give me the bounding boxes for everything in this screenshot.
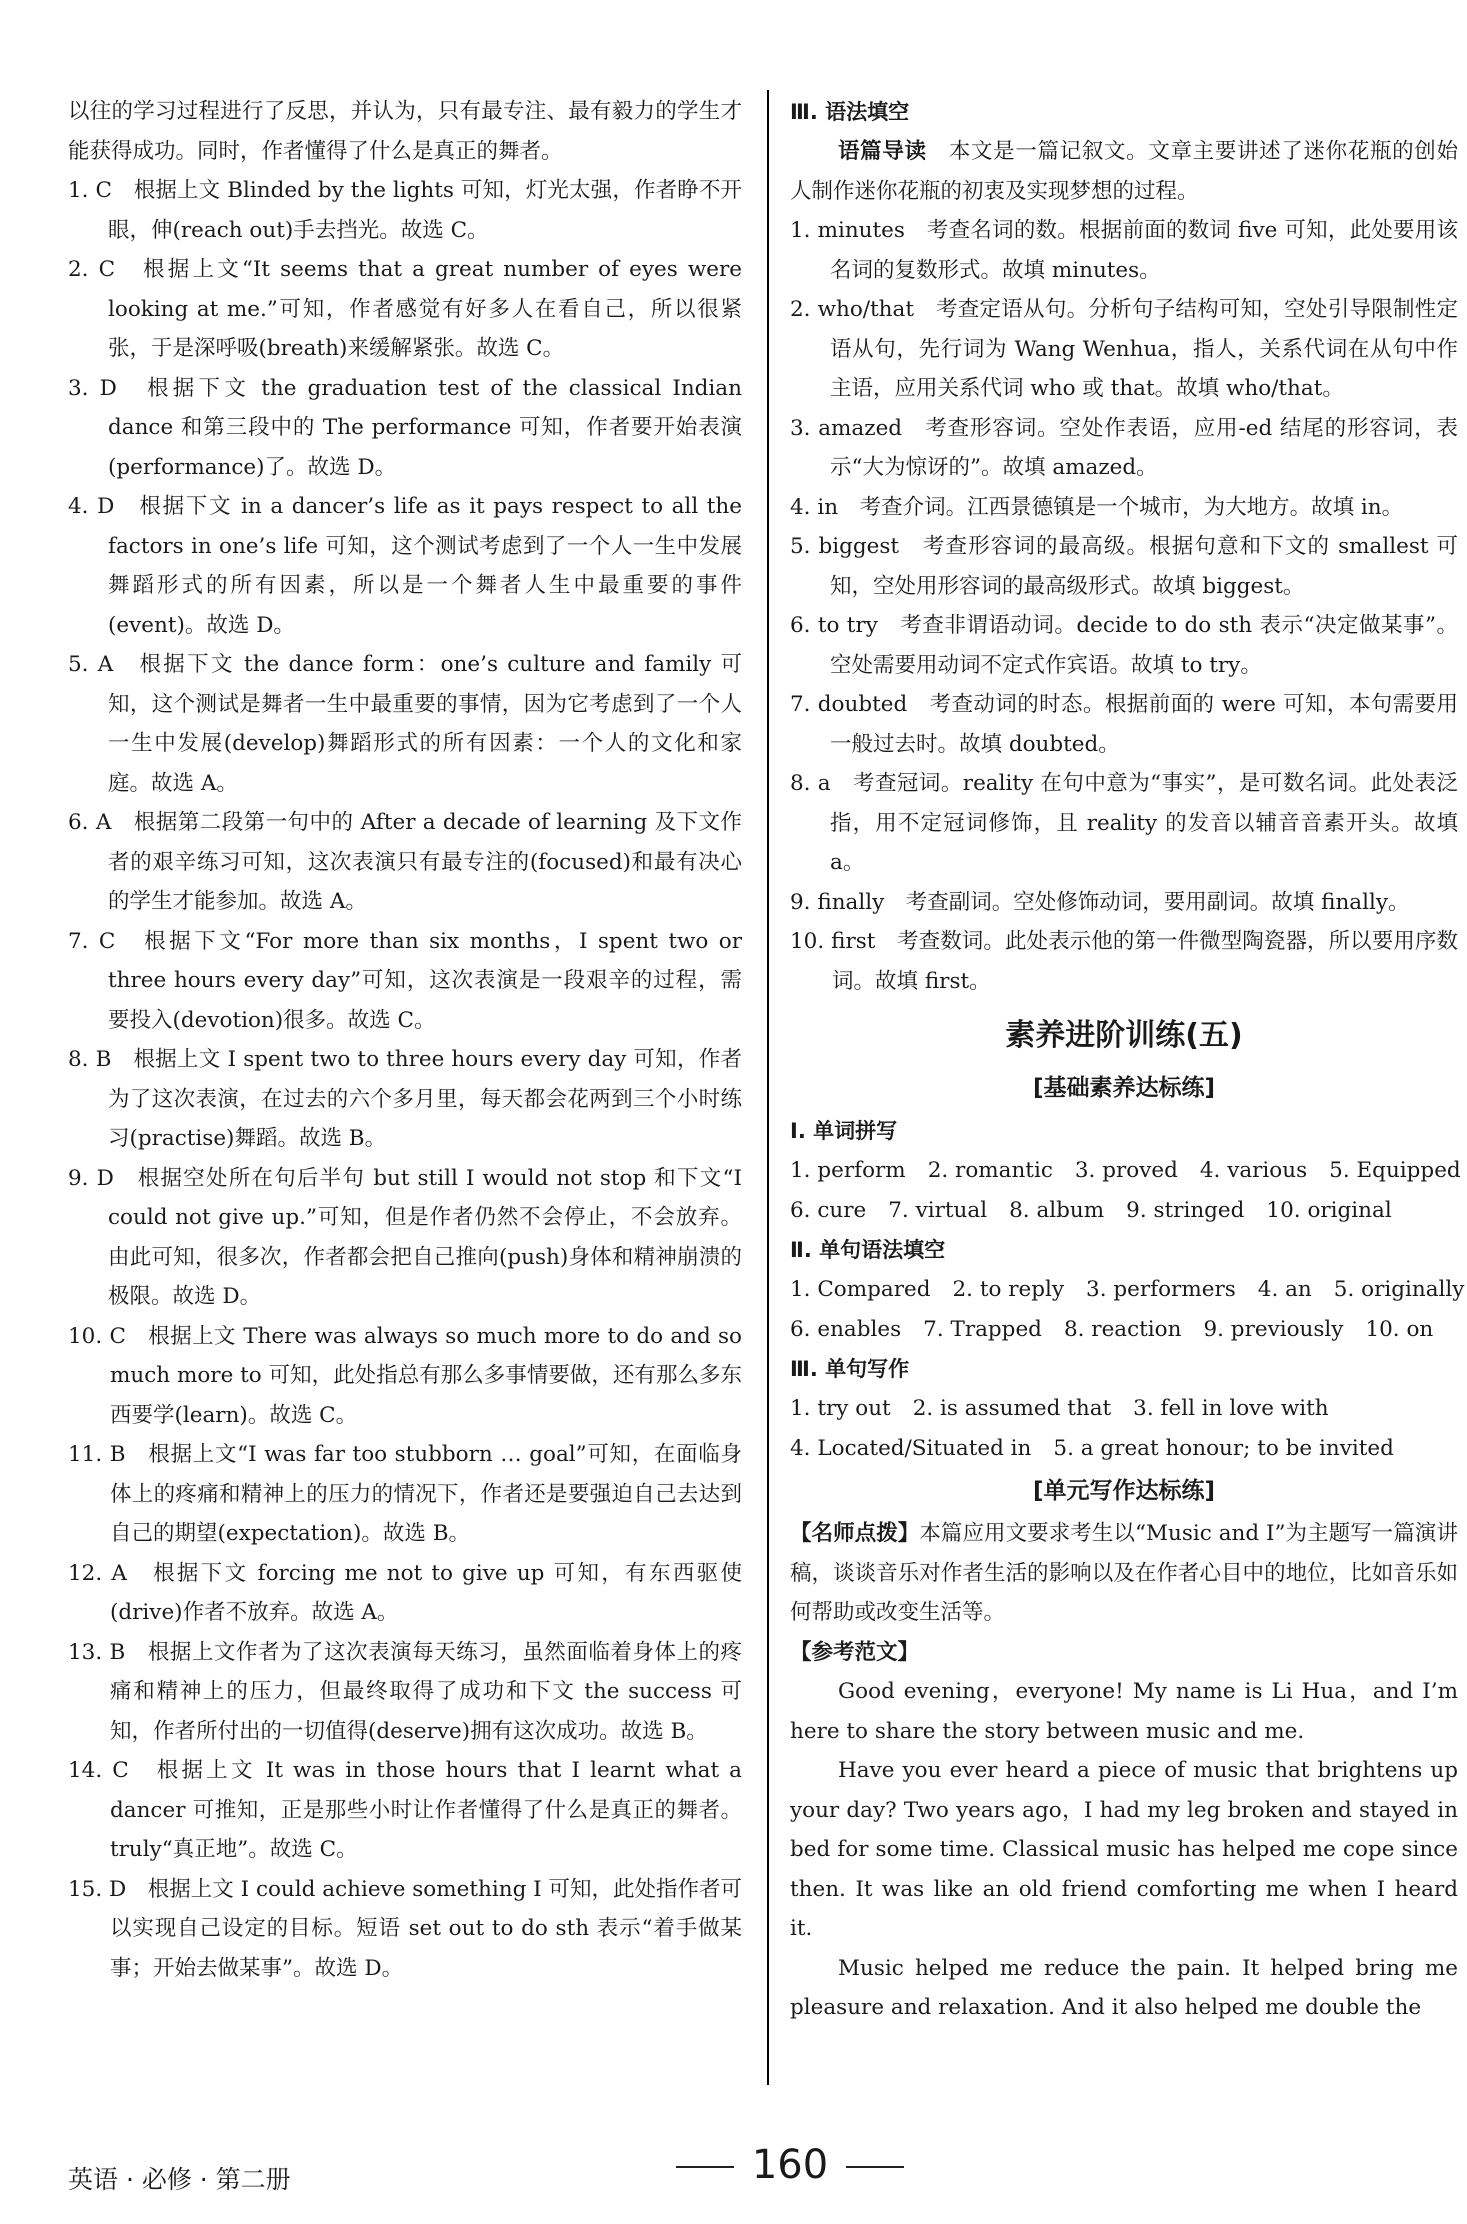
- essay-paragraph: Good evening，everyone! My name is Li Hua，and I’m here to share the story between music and me.: [790, 1679, 1458, 1744]
- grammar-answer-item: [790, 488, 1458, 528]
- grammar-answer-item: [790, 409, 1458, 488]
- answer-explanation: 根据下文 the graduation test of the classical Indian dance 和第三段中的 The performance 可知，作者要开始表演(performance)了。故选 D。: [108, 375, 742, 480]
- grammar-answer-item: [790, 527, 1458, 606]
- essay-paragraph: Music helped me reduce the pain. It helped bring me pleasure and relaxation. And it also helped me double the: [790, 1955, 1458, 2020]
- answer-number: 13. B: [68, 1639, 126, 1665]
- page-number: [640, 2142, 940, 2188]
- grammar-answer: 9. finally: [790, 889, 885, 915]
- part3-row-2: [790, 1429, 1458, 1469]
- section-title-grammar: Ⅲ. 语法填空: [790, 100, 910, 124]
- sample-essay: [790, 1672, 1458, 2028]
- grammar-answer: 10. first: [790, 929, 876, 954]
- answer-explanation: 根据上文 Blinded by the lights 可知，灯光太强，作者睁不开眼，伸(reach out)手去挡光。故选 C。: [108, 178, 742, 243]
- grammar-answer-item: [790, 606, 1458, 685]
- guide-text: 本文是一篇记叙文。文章主要讲述了迷你花瓶的创始人制作迷你花瓶的初衷及实现梦想的过程。: [790, 139, 1458, 204]
- dash-right: [846, 2166, 904, 2168]
- grammar-explanation: 考查名词的数。根据前面的数词 five 可知，此处要用该名词的复数形式。故填 minutes。: [830, 218, 1458, 283]
- answer-number: 2. C: [68, 257, 116, 282]
- guide-label: 语篇导读: [838, 139, 927, 164]
- grammar-answer-item: [790, 211, 1458, 290]
- part1-row-1: [790, 1151, 1461, 1191]
- grammar-answer: 1. minutes: [790, 218, 905, 243]
- part2-title: Ⅱ. 单句语法填空: [790, 1238, 946, 1262]
- answer-number: 6. A: [68, 810, 112, 835]
- answer-word: 1. try out: [790, 1396, 891, 1421]
- left-answer-list: [68, 171, 742, 1988]
- answer-word: 8. reaction: [1063, 1316, 1182, 1342]
- answer-number: 12. A: [68, 1560, 127, 1586]
- answer-item: [68, 369, 742, 488]
- answer-word: 10. on: [1365, 1316, 1434, 1342]
- answer-item: [68, 1751, 742, 1870]
- training-title: 素养进阶训练(五): [1005, 1018, 1243, 1053]
- answer-item: [68, 645, 742, 803]
- grammar-answer: 4. in: [790, 494, 839, 520]
- answer-word: 2. is assumed that: [912, 1396, 1112, 1421]
- dash-left: [676, 2166, 734, 2168]
- writing-subtitle: [单元写作达标练]: [1032, 1478, 1216, 1504]
- grammar-explanation: 考查定语从句。分析句子结构可知，空处引导限制性定语从句，先行词为 Wang Wenhua，指人，关系代词在从句中作主语，应用关系代词 who 或 that。故填 who/that。: [830, 297, 1458, 401]
- answer-word: 1. Compared: [790, 1277, 931, 1302]
- answer-word: 3. proved: [1074, 1158, 1178, 1183]
- grammar-answer: 3. amazed: [790, 415, 903, 441]
- grammar-explanation: 考查形容词的最高级。根据句意和下文的 smallest 可知，空处用形容词的最高级形式。故填 biggest。: [830, 534, 1458, 599]
- answer-word: 1. perform: [790, 1158, 906, 1183]
- tip-text: 本篇应用文要求考生以“Music and I”为主题写一篇演讲稿，谈谈音乐对作者生活的影响以及在作者心目中的地位，比如音乐如何帮助或改变生活等。: [790, 1521, 1458, 1625]
- answer-explanation: 根据上文 There was always so much more to do and so much more to 可知，此处指总有那么多事情要做，还有那么多东西要学(learn)。故选 C。: [110, 1323, 742, 1428]
- answer-word: 6. cure: [790, 1197, 867, 1223]
- answer-word: 4. various: [1199, 1158, 1308, 1183]
- answer-number: 5. A: [68, 652, 114, 677]
- answer-explanation: 根据上文作者为了这次表演每天练习，虽然面临着身体上的疼痛和精神上的压力，但最终取得了成功和下文 the success 可知，作者所付出的一切值得(deserve)拥有这次成功。故选 B。: [110, 1639, 742, 1744]
- grammar-explanation: 考查副词。空处修饰动词，要用副词。故填 finally。: [905, 889, 1410, 915]
- answer-number: 9. D: [68, 1165, 114, 1191]
- answer-explanation: 根据上文 It was in those hours that I learnt what a dancer 可推知，正是那些小时让作者懂得了什么是真正的舞者。truly“真正地”。故选 C。: [110, 1758, 742, 1862]
- page-number-text: 160: [751, 2142, 829, 2188]
- part1-row-2: [790, 1191, 1458, 1231]
- grammar-answer-item: [790, 883, 1458, 923]
- answer-word: 4. Located/Situated in: [790, 1435, 1032, 1461]
- teacher-tip: [790, 1514, 1458, 1633]
- answer-item: [68, 1040, 742, 1159]
- answer-explanation: 根据下文 forcing me not to give up 可知，有东西驱使(drive)作者不放弃。故选 A。: [110, 1560, 742, 1625]
- grammar-answer-item: [790, 685, 1458, 764]
- answer-item: [68, 803, 742, 922]
- answer-item: [68, 487, 742, 645]
- answer-explanation: 根据下文“For more than six months，I spent two or three hours every day”可知，这次表演是一段艰辛的过程，需要投入(devotion)很多。故选 C。: [108, 928, 742, 1033]
- answer-explanation: 根据下文 the dance form：one’s culture and family 可知，这个测试是舞者一生中最重要的事情，因为它考虑到了一个人一生中发展(develop)舞蹈形式的所有因素：一个人的文化和家庭。故选 A。: [108, 652, 742, 796]
- answer-item: [68, 922, 742, 1041]
- grammar-answer: 2. who/that: [790, 297, 914, 322]
- answer-explanation: 根据空处所在句后半句 but still I would not stop 和下文“I could not give up.”可知，但是作者仍然不会停止，不会放弃。由此可知，很多次，作者都会把自己推向(push)身体和精神崩溃的极限。故选 D。: [108, 1165, 742, 1309]
- grammar-answer-item: [790, 290, 1458, 409]
- answer-item: [68, 1870, 742, 1989]
- answer-explanation: 根据上文 I could achieve something I 可知，此处指作者可以实现自己设定的目标。短语 set out to do sth 表示“着手做某事；开始去做某事”。故选 D。: [110, 1876, 742, 1981]
- answer-number: 7. C: [68, 928, 116, 954]
- part2-row-1: [790, 1270, 1465, 1310]
- part3-row-1: [790, 1389, 1458, 1429]
- answer-explanation: 根据第二段第一句中的 After a decade of learning 及下文作者的艰辛练习可知，这次表演只有最专注的(focused)和最有决心的学生才能参加。故选 A。: [108, 810, 742, 914]
- left-column: [68, 92, 742, 1988]
- passage-guide: [790, 132, 1458, 211]
- answer-word: 6. enables: [790, 1316, 902, 1342]
- grammar-explanation: 考查数词。此处表示他的第一件微型陶瓷器，所以要用序数词。故填 first。: [832, 929, 1458, 994]
- answer-word: 7. Trapped: [923, 1316, 1042, 1342]
- answer-explanation: 根据上文“I was far too stubborn … goal”可知，在面临身体上的疼痛和精神上的压力的情况下，作者还是要强迫自己去达到自己的期望(expectation)。故选 B。: [110, 1442, 742, 1546]
- answer-word: 8. album: [1009, 1197, 1105, 1223]
- book-label: 英语 · 必修 · 第二册: [68, 2165, 291, 2194]
- answer-explanation: 根据下文 in a dancer’s life as it pays respect to all the factors in one’s life 可知，这个测试考虑到了一个人一生中发展舞蹈形式的所有因素，所以是一个舞者人生中最重要的事件(event)。故选 D。: [108, 494, 742, 638]
- tip-label: 【名师点拨】: [790, 1521, 920, 1546]
- answer-word: 5. Equipped: [1329, 1158, 1461, 1183]
- answer-item: [68, 171, 742, 250]
- grammar-answer-item: [790, 764, 1458, 883]
- answer-number: 4. D: [68, 494, 115, 519]
- column-divider: [767, 90, 769, 2085]
- answer-word: 3. performers: [1086, 1277, 1236, 1302]
- sample-label: 【参考范文】: [790, 1639, 920, 1665]
- answer-word: 9. previously: [1203, 1316, 1344, 1342]
- answer-word: 5. originally: [1333, 1277, 1465, 1302]
- right-answer-list: [790, 211, 1458, 1001]
- answer-word: 3. fell in love with: [1133, 1396, 1329, 1421]
- answer-word: 7. virtual: [888, 1197, 988, 1223]
- answer-number: 1. C: [68, 178, 112, 203]
- grammar-answer: 8. a: [790, 771, 831, 796]
- intro-paragraph: 以往的学习过程进行了反思，并认为，只有最专注、最有毅力的学生才能获得成功。同时，作者懂得了什么是真正的舞者。: [68, 99, 742, 164]
- answer-explanation: 根据上文 I spent two to three hours every day 可知，作者为了这次表演，在过去的六个多月里，每天都会花两到三个小时练习(practise)舞蹈。故选 B。: [108, 1047, 742, 1151]
- part3-title: Ⅲ. 单句写作: [790, 1357, 910, 1381]
- answer-item: [68, 1633, 742, 1752]
- grammar-explanation: 考查动词的时态。根据前面的 were 可知，本句需要用一般过去时。故填 doubted。: [830, 692, 1458, 757]
- answer-word: 4. an: [1257, 1277, 1312, 1302]
- answer-number: 3. D: [68, 375, 117, 401]
- answer-item: [68, 1554, 742, 1633]
- part1-title: Ⅰ. 单词拼写: [790, 1119, 898, 1143]
- grammar-explanation: 考查介词。江西景德镇是一个城市，为大地方。故填 in。: [859, 494, 1404, 520]
- answer-item: [68, 1159, 742, 1317]
- grammar-answer: 7. doubted: [790, 692, 908, 717]
- answer-number: 11. B: [68, 1442, 126, 1467]
- answer-word: 5. a great honour; to be invited: [1053, 1435, 1394, 1461]
- answer-number: 15. D: [68, 1876, 127, 1902]
- answer-number: 14. C: [68, 1758, 129, 1783]
- grammar-answer: 6. to try: [790, 613, 878, 638]
- answer-item: [68, 1435, 742, 1554]
- essay-paragraph: Have you ever heard a piece of music that brightens up your day? Two years ago，I had my leg broken and stayed in bed for some time. Classical music has helped me cope since then. It was like an old friend comforting me when I heard it.: [790, 1758, 1458, 1941]
- grammar-answer-item: [790, 922, 1458, 1001]
- answer-word: 2. to reply: [952, 1277, 1065, 1302]
- answer-word: 10. original: [1266, 1197, 1392, 1223]
- answer-explanation: 根据上文“It seems that a great number of eyes were looking at me.”可知，作者感觉有好多人在看自己，所以很紧张，于是深呼吸(breath)来缓解紧张。故选 C。: [108, 257, 742, 361]
- answer-item: [68, 250, 742, 369]
- grammar-answer: 5. biggest: [790, 534, 900, 559]
- grammar-explanation: 考查非谓语动词。decide to do sth 表示“决定做某事”。空处需要用动词不定式作宾语。故填 to try。: [830, 613, 1458, 678]
- part2-row-2: [790, 1310, 1458, 1350]
- answer-word: 9. stringed: [1126, 1197, 1245, 1223]
- right-column: [790, 92, 1465, 2028]
- basic-subtitle: [基础素养达标练]: [1032, 1075, 1216, 1101]
- grammar-explanation: 考查冠词。reality 在句中意为“事实”，是可数名词。此处表泛指，用不定冠词修饰，且 reality 的发音以辅音音素开头。故填 a。: [830, 771, 1458, 875]
- answer-number: 10. C: [68, 1323, 126, 1349]
- answer-number: 8. B: [68, 1047, 112, 1072]
- answer-item: [68, 1317, 742, 1436]
- grammar-explanation: 考查形容词。空处作表语，应用-ed 结尾的形容词，表示“大为惊讶的”。故填 amazed。: [830, 415, 1458, 480]
- answer-word: 2. romantic: [927, 1158, 1053, 1183]
